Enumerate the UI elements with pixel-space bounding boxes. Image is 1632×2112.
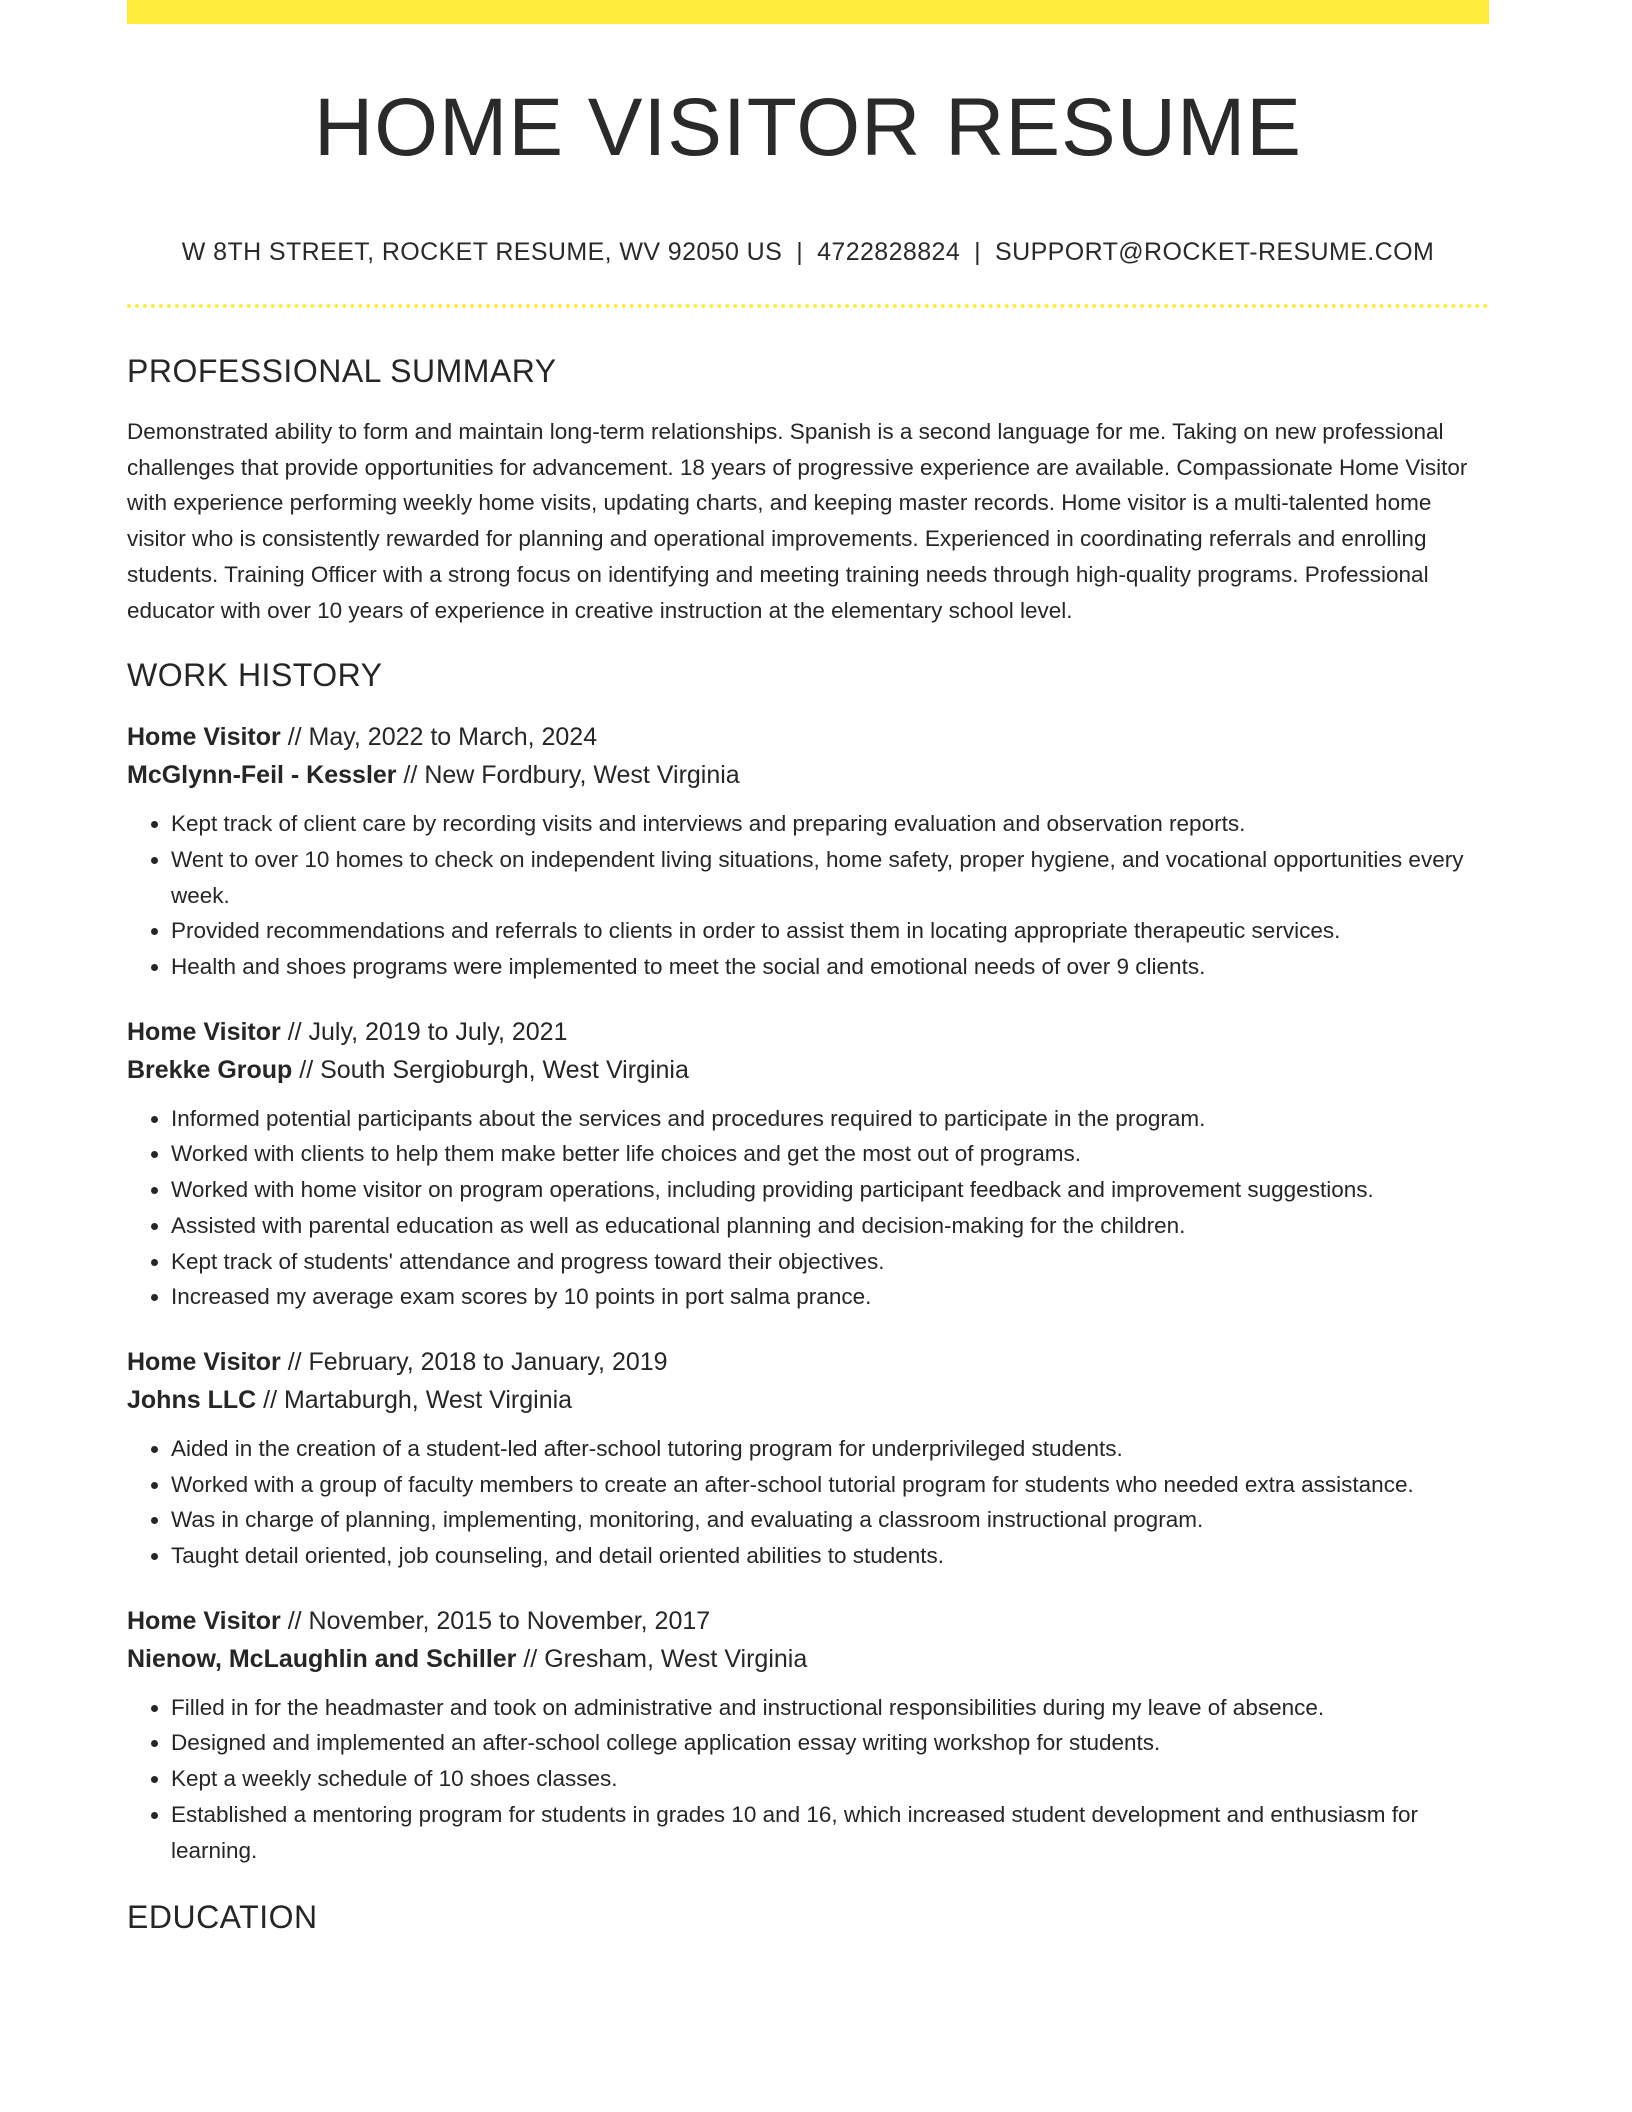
job-title-line <box>127 1013 1489 1051</box>
job-title-line <box>127 1602 1489 1640</box>
job-bullet: • Designed and implemented an after-school college application essay writing workshop for students. <box>171 1725 1489 1761</box>
job-dates: // May, 2022 to March, 2024 <box>280 723 598 752</box>
job-bullet: • Established a mentoring program for students in grades 10 and 16, which increased student development and enthusiasm for learning. <box>171 1797 1489 1868</box>
job-company-line <box>127 1640 1489 1678</box>
job-entry <box>127 1013 1489 1315</box>
job-bullet: • Taught detail oriented, job counseling, and detail oriented abilities to students. <box>171 1538 1489 1574</box>
job-bullet: • Aided in the creation of a student-led after-school tutoring program for underprivileged students. <box>171 1431 1489 1467</box>
contact-separator: | <box>974 238 982 266</box>
job-bullets <box>127 1431 1489 1574</box>
job-bullet: • Was in charge of planning, implementing, monitoring, and evaluating a classroom instructional program. <box>171 1502 1489 1538</box>
job-location: // Gresham, West Virginia <box>516 1644 808 1673</box>
job-bullet: • Health and shoes programs were implemented to meet the social and emotional needs of over 9 clients. <box>171 949 1489 985</box>
contact-line <box>127 235 1489 269</box>
job-title: Home Visitor <box>127 1017 281 1046</box>
resume-body <box>127 350 1489 1960</box>
job-bullet: • Kept track of client care by recording visits and interviews and preparing evaluation and observation reports. <box>171 806 1489 842</box>
job-dates: // February, 2018 to January, 2019 <box>280 1347 668 1376</box>
job-bullet: • Went to over 10 homes to check on independent living situations, home safety, proper hygiene, and vocational opportunities every week. <box>171 842 1489 913</box>
job-entry <box>127 718 1489 985</box>
job-bullet: • Assisted with parental education as well as educational planning and decision-making for the children. <box>171 1208 1489 1244</box>
resume-title: HOME VISITOR RESUME <box>314 82 1302 173</box>
job-list <box>127 718 1489 1868</box>
dotted-divider <box>127 304 1489 308</box>
job-title-line <box>127 718 1489 756</box>
job-company-line <box>127 1051 1489 1089</box>
job-bullet: • Provided recommendations and referrals to clients in order to assist them in locating appropriate therapeutic services. <box>171 913 1489 949</box>
job-entry <box>127 1343 1489 1574</box>
top-accent-bar <box>127 0 1489 24</box>
job-location: // South Sergioburgh, West Virginia <box>292 1055 689 1084</box>
job-location: // New Fordbury, West Virginia <box>396 761 740 790</box>
job-title: Home Visitor <box>127 1347 281 1376</box>
contact-address: W 8TH STREET, ROCKET RESUME, WV 92050 US <box>181 238 783 266</box>
job-entry <box>127 1602 1489 1869</box>
job-bullet: • Worked with a group of faculty members to create an after-school tutorial program for students who needed extra assistance. <box>171 1467 1489 1503</box>
job-bullet: • Kept a weekly schedule of 10 shoes classes. <box>171 1761 1489 1797</box>
job-dates: // July, 2019 to July, 2021 <box>280 1017 568 1046</box>
job-title: Home Visitor <box>127 723 281 752</box>
job-bullet: • Increased my average exam scores by 10 points in port salma prance. <box>171 1279 1489 1315</box>
job-title-line <box>127 1343 1489 1381</box>
contact-separator: | <box>796 238 804 266</box>
job-bullet: • Informed potential participants about the services and procedures required to participate in the program. <box>171 1101 1489 1137</box>
job-bullets <box>127 806 1489 985</box>
job-bullet: • Kept track of students' attendance and progress toward their objectives. <box>171 1244 1489 1280</box>
summary-text: Demonstrated ability to form and maintain long-term relationships. Spanish is a second language for me. Taking on new professional challenges that provide opportunities for advancement. 18 years of progressive experience are available. Compassionate Home Visitor with experience performing weekly home visits, updating charts, and keeping master records. Home visitor is a multi-talented home visitor who is consistently rewarded for planning and operational improvements. Experienced in coordinating referrals and enrolling students. Training Officer with a strong focus on identifying and meeting training needs through high-quality programs. Professional educator with over 10 years of experience in creative instruction at the elementary school level. <box>127 419 1468 623</box>
education-heading: EDUCATION <box>127 1899 318 1936</box>
job-bullet: • Filled in for the headmaster and took on administrative and instructional responsibilities during my leave of absence. <box>171 1690 1489 1726</box>
job-bullet: • Worked with home visitor on program operations, including providing participant feedback and improvement suggestions. <box>171 1172 1489 1208</box>
job-bullets <box>127 1690 1489 1869</box>
job-dates: // November, 2015 to November, 2017 <box>280 1606 711 1635</box>
job-bullet: • Worked with clients to help them make better life choices and get the most out of programs. <box>171 1136 1489 1172</box>
job-company: Brekke Group <box>127 1055 293 1084</box>
work-history-heading: WORK HISTORY <box>127 657 383 694</box>
summary-heading: PROFESSIONAL SUMMARY <box>127 353 557 389</box>
job-company: Nienow, McLaughlin and Schiller <box>127 1644 517 1673</box>
job-company: Johns LLC <box>127 1385 257 1414</box>
job-title: Home Visitor <box>127 1606 281 1635</box>
job-bullets <box>127 1101 1489 1315</box>
contact-phone: 4722828824 <box>817 238 961 266</box>
contact-email[interactable]: SUPPORT@ROCKET-RESUME.COM <box>995 238 1435 266</box>
job-company: McGlynn-Feil - Kessler <box>127 761 397 790</box>
job-company-line <box>127 1381 1489 1419</box>
job-company-line <box>127 756 1489 794</box>
job-location: // Martaburgh, West Virginia <box>256 1385 573 1414</box>
